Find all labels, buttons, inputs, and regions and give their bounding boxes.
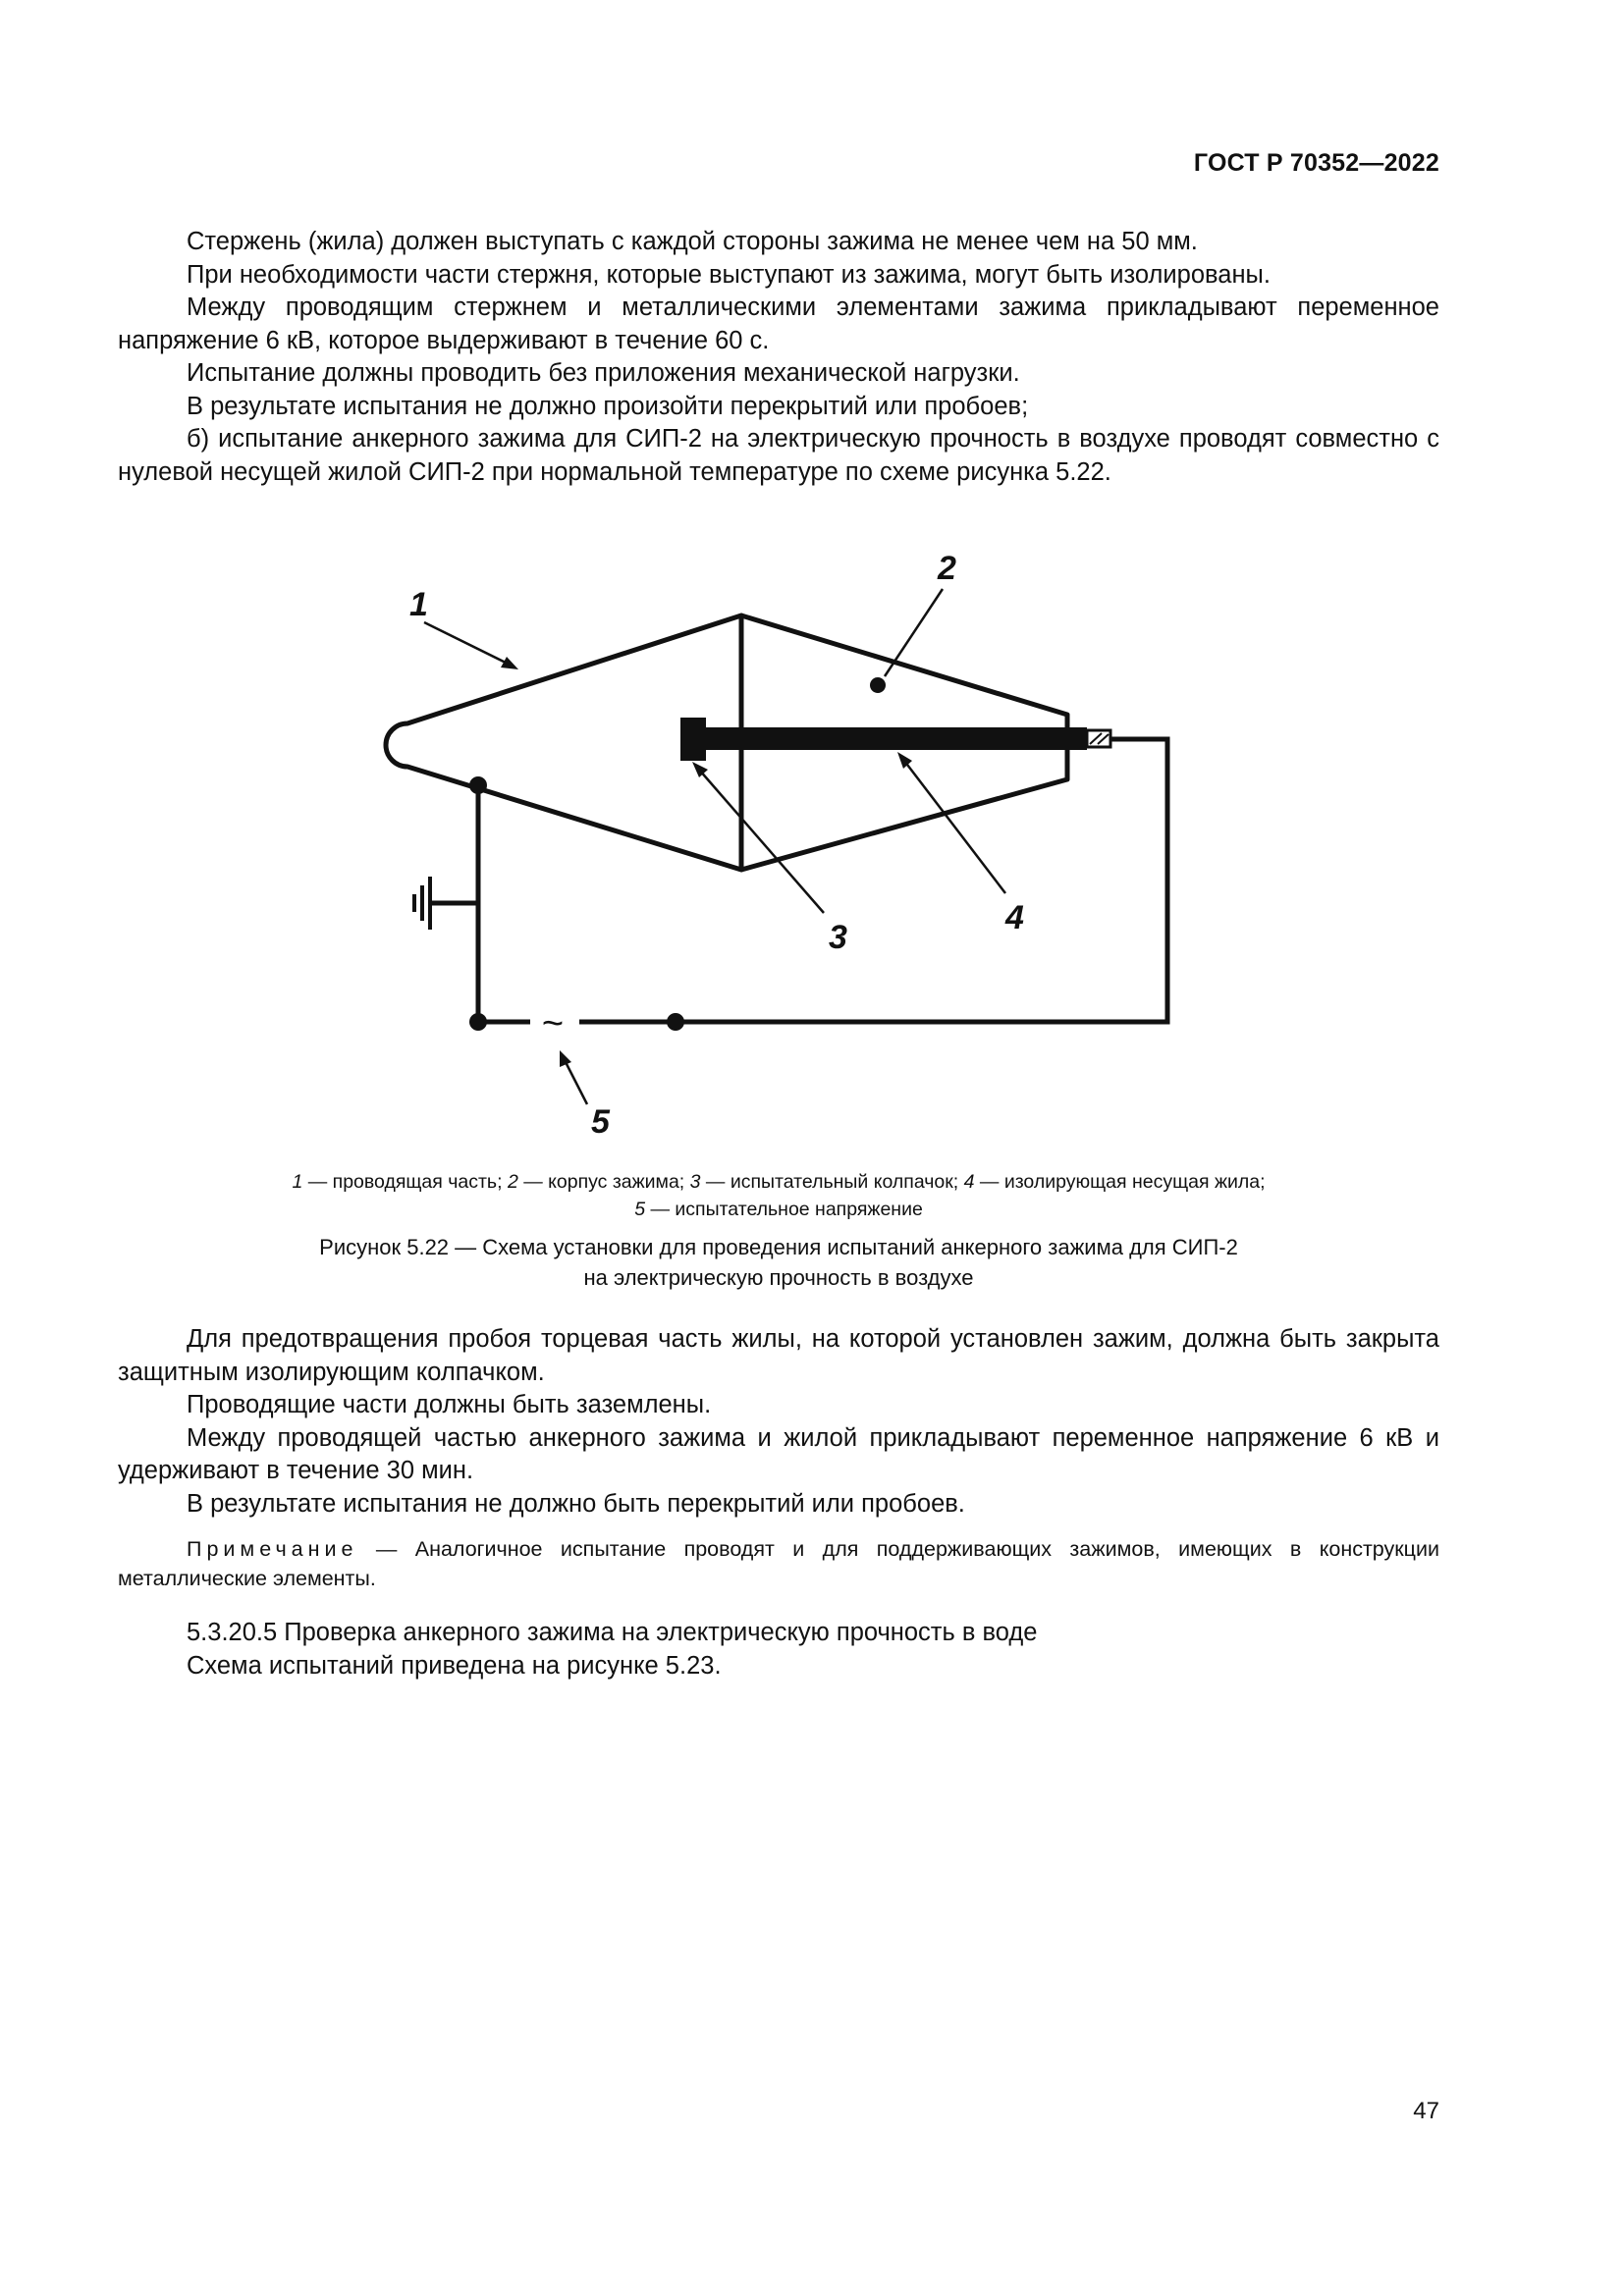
ac-voltage-symbol: ~ bbox=[541, 1003, 565, 1044]
paragraph: Стержень (жила) должен выступать с каждой стороны зажима не менее чем на 50 мм. bbox=[187, 228, 1198, 255]
insulating-core bbox=[694, 727, 1087, 750]
paragraph: Схема испытаний приведена на рисунке 5.23. bbox=[187, 1651, 722, 1680]
housing-dot bbox=[870, 677, 886, 693]
end-text-block bbox=[118, 1617, 1439, 1682]
section-heading: 5.3.20.5 Проверка анкерного зажима на электрическую прочность в воде bbox=[187, 1619, 1038, 1646]
test-setup-diagram bbox=[373, 540, 1208, 1148]
legend-line bbox=[118, 1196, 1439, 1223]
paragraph: Испытание должны проводить без приложения механической нагрузки. bbox=[187, 359, 1020, 387]
legend-number: 4 bbox=[963, 1171, 975, 1193]
paragraph: При необходимости части стержня, которые выступают из зажима, могут быть изолированы. bbox=[187, 260, 1271, 289]
test-cap bbox=[680, 718, 706, 761]
paragraph: Между проводящей частью анкерного зажима и жилой прикладывают переменное напряжение 6 кВ и удерживают в течение 30 мин. bbox=[118, 1423, 1439, 1484]
page-number: 47 bbox=[1413, 2098, 1439, 2124]
leader-1 bbox=[424, 622, 518, 669]
note-paragraph bbox=[118, 1534, 1439, 1593]
paragraph: В результате испытания не должно произойти перекрытий или пробоев; bbox=[187, 392, 1029, 420]
callout-label-4: 4 bbox=[1005, 899, 1024, 936]
legend-text: — изолирующая несущая жила; bbox=[974, 1171, 1266, 1193]
legend-number: 3 bbox=[689, 1171, 701, 1193]
note-text: — Аналогичное испытание проводят и для поддерживающих зажимов, имеющих в конструкции металлические элементы. bbox=[118, 1537, 1439, 1590]
leader-2 bbox=[885, 589, 943, 676]
figure-caption bbox=[118, 1232, 1439, 1293]
legend-text: — испытательный колпачок; bbox=[700, 1171, 964, 1193]
paragraph: Между проводящим стержнем и металлическими элементами зажима прикладывают переменное напряжение 6 кВ, которое выдерживают в течение 60 с. bbox=[118, 294, 1439, 354]
figure-legend bbox=[118, 1168, 1439, 1223]
legend-number: 2 bbox=[507, 1171, 518, 1193]
ground-icon bbox=[414, 877, 478, 930]
callout-label-2: 2 bbox=[938, 550, 956, 587]
paragraph: Проводящие части должны быть заземлены. bbox=[187, 1391, 712, 1418]
legend-number: 5 bbox=[634, 1199, 646, 1220]
mid-text-block bbox=[118, 1323, 1439, 1521]
callout-label-5: 5 bbox=[591, 1103, 610, 1141]
paragraph: Для предотвращения пробоя торцевая часть жилы, на которой установлен зажим, должна быть закрыта защитным изолирующим колпачком. bbox=[118, 1325, 1439, 1386]
paragraph: В результате испытания не должно быть перекрытий или пробоев. bbox=[187, 1489, 965, 1518]
top-text-block bbox=[118, 226, 1439, 489]
legend-text: — испытательное напряжение bbox=[645, 1199, 923, 1220]
legend-number: 1 bbox=[292, 1171, 303, 1193]
legend-text: — корпус зажима; bbox=[517, 1171, 690, 1193]
legend-text: — проводящая часть; bbox=[302, 1171, 508, 1193]
note-label: Примечание bbox=[187, 1537, 358, 1561]
caption-line: на электрическую прочность в воздухе bbox=[583, 1265, 974, 1290]
leader-5 bbox=[560, 1050, 587, 1104]
circuit-wire-right bbox=[579, 739, 1167, 1022]
callout-label-3: 3 bbox=[829, 919, 847, 956]
callout-label-1: 1 bbox=[409, 586, 428, 623]
note-block bbox=[118, 1534, 1439, 1593]
legend-line bbox=[118, 1168, 1439, 1196]
circuit-wire-left bbox=[478, 785, 530, 1022]
caption-line: Рисунок 5.22 — Схема установки для проведения испытаний анкерного зажима для СИП-2 bbox=[319, 1235, 1238, 1259]
leader-3 bbox=[692, 762, 824, 913]
document-header: ГОСТ Р 70352—2022 bbox=[1193, 149, 1439, 177]
paragraph: б) испытание анкерного зажима для СИП-2 на электрическую прочность в воздухе проводят совместно с нулевой несущей жилой СИП-2 при нормальной температуре по схеме рисунка 5.22. bbox=[118, 425, 1439, 486]
